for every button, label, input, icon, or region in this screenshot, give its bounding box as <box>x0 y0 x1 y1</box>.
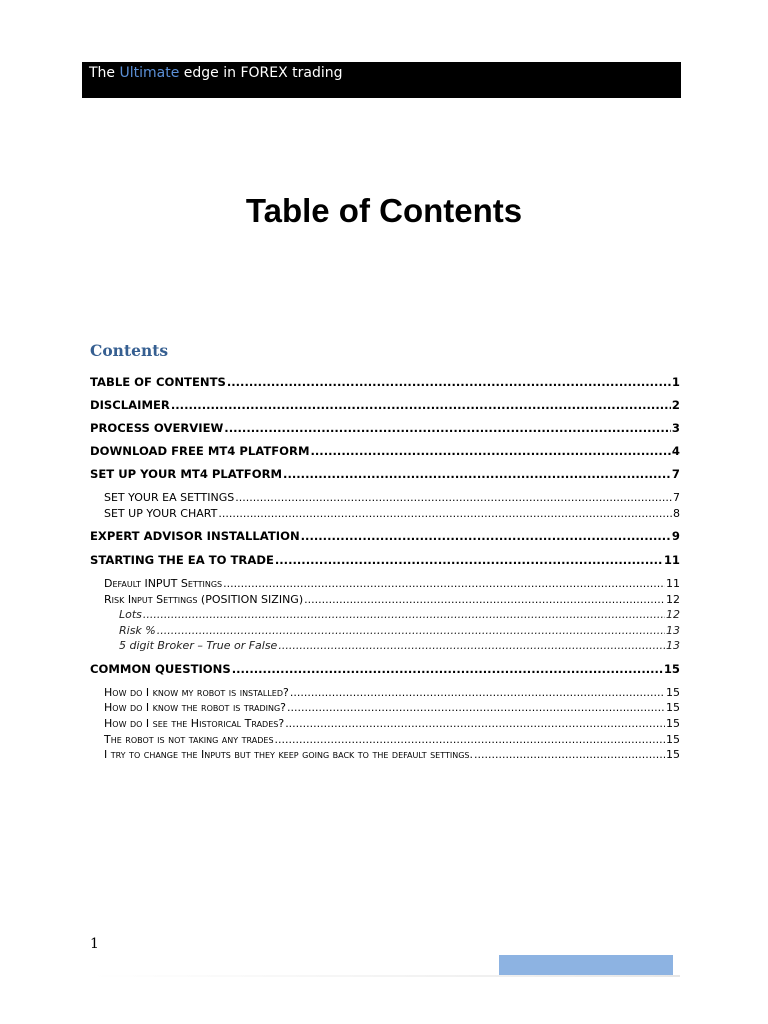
contents-heading: Contents <box>90 341 169 360</box>
toc-entry-title: DISCLAIMER <box>90 398 170 412</box>
toc-subsubentry[interactable] <box>119 638 680 653</box>
toc-entry-title: SET UP YOUR CHART <box>104 507 218 520</box>
toc-entry-page: 13 <box>666 639 680 652</box>
footer-accent-bar <box>499 955 673 975</box>
toc-entry-title: SET YOUR EA SETTINGS <box>104 491 235 504</box>
toc-entry-page: 1 <box>671 375 680 389</box>
document-header-banner <box>82 62 681 98</box>
toc-entry-page: 9 <box>671 529 680 543</box>
toc-entry-title: SET UP YOUR MT4 PLATFORM <box>90 467 283 481</box>
toc-subentry[interactable] <box>104 685 680 700</box>
toc-leader-dots <box>301 528 671 544</box>
toc-entry-title: How do I know my robot is installed? <box>104 686 289 699</box>
toc-leader-dots <box>304 592 665 607</box>
toc-leader-dots <box>143 607 665 622</box>
toc-leader-dots <box>235 490 672 505</box>
toc-leader-dots <box>474 747 665 762</box>
toc-entry-title: I try to change the Inputs but they keep going back to the default settings. <box>104 748 473 761</box>
toc-entry-title: TABLE OF CONTENTS <box>90 375 226 389</box>
toc-entry-page: 7 <box>671 467 680 481</box>
toc-subentry[interactable] <box>104 700 680 715</box>
toc-leader-dots <box>275 732 665 747</box>
toc-entry-title: Default INPUT Settings <box>104 577 223 590</box>
header-accent-word: Ultimate <box>119 65 180 81</box>
toc-leader-dots <box>218 506 672 521</box>
toc-subsubentry[interactable] <box>119 607 680 622</box>
toc-entry-page: 8 <box>673 507 680 520</box>
toc-entry-page: 15 <box>666 717 680 730</box>
toc-entry[interactable] <box>90 397 680 413</box>
toc-subsubentry[interactable] <box>119 623 680 638</box>
toc-entry-page: 12 <box>666 608 680 621</box>
toc-subentry[interactable] <box>104 732 680 747</box>
page-title: Table of Contents <box>245 192 523 229</box>
toc-entry-page: 3 <box>671 421 680 435</box>
toc-entry-title: COMMON QUESTIONS <box>90 662 231 676</box>
toc-leader-dots <box>224 420 671 436</box>
toc-subentry[interactable] <box>104 506 680 521</box>
toc-subentry[interactable] <box>104 716 680 731</box>
footer-divider <box>90 975 680 977</box>
toc-leader-dots <box>285 716 665 731</box>
toc-entry-title: How do I know the robot is trading? <box>104 701 287 714</box>
toc-entry-page: 12 <box>666 593 680 606</box>
header-prefix: The <box>89 65 120 81</box>
toc-entry-page: 15 <box>666 733 680 746</box>
toc-entry-page: 7 <box>673 491 680 504</box>
toc-entry-title: EXPERT ADVISOR INSTALLATION <box>90 529 300 543</box>
page-number: 1 <box>90 936 99 952</box>
toc-leader-dots <box>311 443 671 459</box>
toc-entry-title: 5 digit Broker – True or False <box>119 639 278 652</box>
toc-entry-title: PROCESS OVERVIEW <box>90 421 224 435</box>
toc-entry[interactable] <box>90 552 680 568</box>
toc-entry-title: DOWNLOAD FREE MT4 PLATFORM <box>90 444 310 458</box>
toc-entry[interactable] <box>90 661 680 677</box>
toc-entry[interactable] <box>90 443 680 459</box>
toc-entry-title: Risk % <box>119 624 156 637</box>
toc-entry-page: 15 <box>663 662 680 676</box>
toc-entry-title: Lots <box>119 608 142 621</box>
toc-leader-dots <box>232 661 663 677</box>
toc-entry-page: 15 <box>666 701 680 714</box>
toc-entry-page: 2 <box>671 398 680 412</box>
toc-entry-page: 13 <box>666 624 680 637</box>
header-suffix: edge in FOREX trading <box>179 65 343 81</box>
toc-entry-page: 11 <box>663 553 680 567</box>
toc-entry[interactable] <box>90 420 680 436</box>
toc-leader-dots <box>171 397 671 413</box>
toc-entry[interactable] <box>90 374 680 390</box>
toc-entry[interactable] <box>90 528 680 544</box>
toc-leader-dots <box>290 685 665 700</box>
toc-entry-title: Risk Input Settings (POSITION SIZING) <box>104 593 304 606</box>
toc-subentry[interactable] <box>104 747 680 762</box>
toc-entry-page: 11 <box>666 577 680 590</box>
toc-entry-title: The robot is not taking any trades <box>104 733 274 746</box>
toc-entry-title: STARTING THE EA TO TRADE <box>90 553 274 567</box>
toc-entry-page: 15 <box>666 748 680 761</box>
toc-leader-dots <box>275 552 663 568</box>
toc-leader-dots <box>223 576 665 591</box>
toc-entry[interactable] <box>90 466 680 482</box>
toc-leader-dots <box>283 466 671 482</box>
toc-leader-dots <box>287 700 665 715</box>
toc-leader-dots <box>157 623 665 638</box>
toc-entry-page: 4 <box>671 444 680 458</box>
toc-leader-dots <box>278 638 665 653</box>
toc-subentry[interactable] <box>104 490 680 505</box>
toc-subentry[interactable] <box>104 592 680 607</box>
toc-subentry[interactable] <box>104 576 680 591</box>
toc-entry-page: 15 <box>666 686 680 699</box>
toc-leader-dots <box>227 374 671 390</box>
toc-entry-title: How do I see the Historical Trades? <box>104 717 285 730</box>
